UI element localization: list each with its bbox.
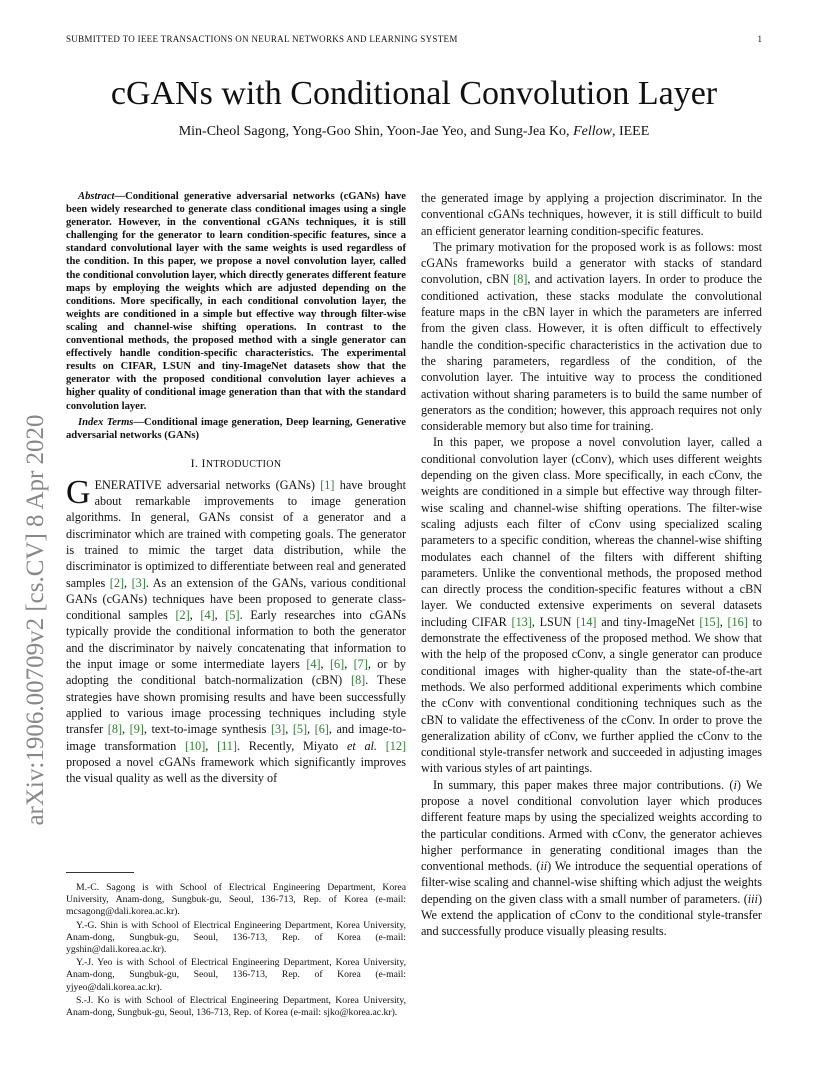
citation-link[interactable]: [4] [200,608,215,623]
paper-authors [0,124,828,140]
citation-link[interactable]: [8] [107,722,123,737]
section-heading-introduction: I. INTRODUCTION [190,455,282,470]
authors-fellow: Fellow [573,124,612,139]
citation-link[interactable]: [10] [184,738,206,753]
citation-link[interactable]: [12] [385,738,407,753]
page-number: 1 [757,34,762,44]
index-terms [66,416,406,442]
citation-link[interactable]: [7] [353,657,368,672]
index-terms-text: —Conditional image generation, Deep learning, Generative adversarial networks (GANs) [66,416,406,441]
drop-cap: G [66,473,91,511]
citation-link[interactable]: [3] [131,575,146,590]
citation-link[interactable]: [1] [320,477,335,492]
authors-suffix: , IEEE [611,124,650,139]
citation-link[interactable]: [16] [727,614,748,629]
author-footnotes [66,876,406,1020]
citation-link[interactable]: [8] [351,673,366,688]
running-header: SUBMITTED TO IEEE TRANSACTIONS ON NEURAL NETWORKS AND LEARNING SYSTEM [66,34,458,44]
left-column [66,190,406,786]
citation-link[interactable]: [9] [129,722,144,737]
right-column [421,190,762,940]
citation-link[interactable]: [5] [225,608,240,623]
index-terms-label: Index Terms [78,416,134,428]
arxiv-identifier-stamp: arXiv:1906.00709v2 [cs.CV] 8 Apr 2020 [22,414,49,826]
abstract-label: Abstract [78,191,115,202]
citation-link[interactable]: [2] [109,575,125,590]
footnote: M.-C. Sagong is with School of Electrical Engineering Department, Korea University, Anam-dong, Sungbuk-gu, Seoul, 136-713, Rep. of Korea (e-mail: mcsagong@dali.korea.ac.kr). [66,882,406,918]
authors-names: Min-Cheol Sagong, Yong-Goo Shin, Yoon-Jae Yeo, and Sung-Jea Ko, [178,124,574,139]
citation-link[interactable]: [2] [175,608,190,623]
citation-link[interactable]: [3] [270,722,286,737]
paper-title: cGANs with Conditional Convolution Layer [110,75,718,112]
footnote: Y.-G. Shin is with School of Electrical Engineering Department, Korea University, Anam-dong, Sungbuk-gu, Seoul, 136-713, Rep. of Korea (e-mail: ygshin@dali.korea.ac.kr). [66,919,406,956]
citation-link[interactable]: [11] [217,738,237,753]
citation-link[interactable]: [6] [329,657,345,672]
citation-link[interactable]: [14] [576,614,597,629]
body-paragraph: The primary motivation for the proposed work is as follows: most cGANs frameworks build a generator with stacks of standard convolution, cBN [8], and activation layers. In order to produce the conditioned activation, these stacks modulate the convolutional feature maps in the cBN layer in which the parameters are inferred from the given class. However, it is often difficult to effectively handle the condition-specific characteristics in the activation due to the sharing parameters, regardless of the condition, of the convolution layer. The intuitive way to process the conditioned activation without sharing parameters is to build the same number of generators as the condition; however, this approach requires not only considerable memory but also time for training. [421,239,762,434]
body-paragraph: the generated image by applying a projection discriminator. In the conventional cGANs techniques, however, it is still difficult to build an efficient generator learning condition-specific features. [421,191,762,238]
contributions-paragraph: In summary, this paper makes three major contributions. (i) We propose a novel conditional convolution layer which produces different feature maps by using the specialized weights according to the particular conditions. Armed with cConv, the generator achieves higher performance in generating conditional images than the conventional methods. (ii) We introduce the sequential operations of filter-wise scaling and channel-wise shifting which adjust the weights depending on the given class with a small number of parameters. (iii) We extend the application of cConv to the conditional style-transfer and successfully produce visually pleasing results. [421,777,762,939]
citation-link[interactable]: [8] [513,272,528,287]
citation-link[interactable]: [5] [292,722,308,737]
abstract [66,190,406,413]
abstract-text: —Conditional generative adversarial networks (cGANs) have been widely researched to generate class conditional images using a single generator. However, in the conventional cGANs techniques, it is still challenging for the generator to learn condition-specific features, since a standard convolutional layer with the same weights is used regardless of the condition. In this paper, we propose a novel convolution layer, called the conditional convolution layer, which directly generates different feature maps by employing the weights which are adjusted depending on the conditions. More specifically, in each conditional convolution layer, the weights are conditioned in a simple but effective way through filter-wise scaling and channel-wise shifting operations. In contrast to the conventional methods, the proposed method with a single generator can effectively handle condition-specific characteristics. The experimental results on CIFAR, LSUN and tiny-ImageNet datasets show that the generator with the proposed conditional convolution layer achieves a higher quality of conditional image generation than that with the standard convolution layer. [66,191,406,412]
intro-paragraph: GENERATIVE adversarial networks (GANs) [1] have brought about remarkable improvements to image generation algorithms. In general, GANs consist of a generator and a discriminator which are trained with competing goals. The generator is trained to mimic the target data distribution, while the discriminator is optimized to differentiate between real and generated samples [2], [3]. As an extension of the GANs, various conditional GANs (cGANs) techniques have been proposed to generate class-conditional samples [2], [4], [5]. Early researches into cGANs typically provide the conditional information to both the generator and the discriminator by naively concatenating that information to the input image or some intermediate layers [4], [6], [7], or by adopting the conditional batch-normalization (cBN) [8]. These strategies have shown promising results and have been successfully applied to various image processing techniques including style transfer [8], [9], text-to-image synthesis [3], [5], [6], and image-to-image transformation [10], [11]. Recently, Miyato et al. [12] proposed a novel cGANs framework which significantly improves the visual quality as well as the diversity of [66,473,407,786]
citation-link[interactable]: [6] [314,722,329,737]
body-paragraph: In this paper, we propose a novel convolution layer, called a conditional convolution layer (cConv), which uses different weights depending on the given class. More specifically, in each cConv, the weights are conditioned in a simple but effective way through filter-wise scaling and channel-wise shifting operations. The filter-wise scaling adjusts each filter of cConv using specialized scaling parameters to a specific condition, whereas the channel-wise shifting modulates each channel of the filters with different shifting parameters. Unlike the conventional methods, the proposed method can directly process the condition-specific features without a cBN layer. We conducted extensive experiments on several datasets including CIFAR [13], LSUN [14] and tiny-ImageNet [15], [16] to demonstrate the effectiveness of the proposed method. We show that with the help of the proposed cConv, a single generator can produce conditional images with higher-quality than the state-of-the-art methods. We also performed additional experiments which combine the cConv with conventional conditioning techniques such as the cBN to validate the effectiveness of the cConv. In order to prove the generalization ability of cConv, we further applied the cConv to the conditional style-transfer network and succeeded in adjusting images with various styles of art paintings. [421,435,763,776]
citation-link[interactable]: [4] [306,657,321,672]
footnote: Y.-J. Yeo is with School of Electrical Engineering Department, Korea University, Anam-dong, Sungbuk-gu, Seoul, 136-713, Rep. of Korea (e-mail: yjyeo@dali.korea.ac.kr). [66,957,406,993]
footnote: S.-J. Ko is with School of Electrical Engineering Department, Korea University, Anam-dong, Sungbuk-gu, Seoul, 136-713, Rep. of Korea (e-mail: sjko@korea.ac.kr). [66,994,406,1019]
citation-link[interactable]: [13] [511,614,532,629]
citation-link[interactable]: [15] [699,614,720,629]
footnote-divider [66,872,134,873]
